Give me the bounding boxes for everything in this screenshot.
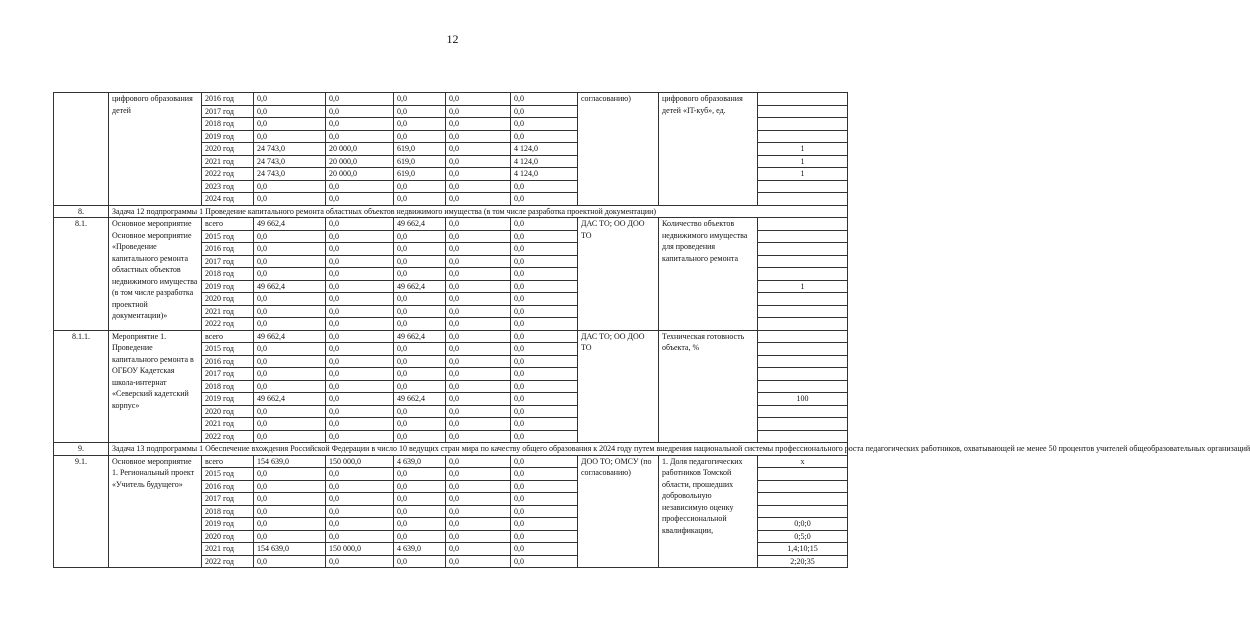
value-cell: 0,0 xyxy=(446,518,511,531)
value-cell: 0,0 xyxy=(511,305,578,318)
year-cell: 2017 год xyxy=(202,493,254,506)
activity-name: цифрового образования детей xyxy=(109,93,202,206)
table-row xyxy=(54,330,848,343)
row-number: 8.1. xyxy=(54,218,109,331)
value-cell: 0,0 xyxy=(511,355,578,368)
year-cell: 2021 год xyxy=(202,543,254,556)
value-cell: 0,0 xyxy=(511,280,578,293)
value-cell: 0,0 xyxy=(446,480,511,493)
value-cell: 0,0 xyxy=(394,430,446,443)
year-cell: всего xyxy=(202,455,254,468)
value-cell: 0,0 xyxy=(326,405,394,418)
year-cell: 2019 год xyxy=(202,518,254,531)
target-value-cell xyxy=(758,405,848,418)
value-cell: 0,0 xyxy=(511,93,578,106)
table-row xyxy=(54,218,848,231)
value-cell: 0,0 xyxy=(394,480,446,493)
activity-name: Мероприятие 1. Проведение капитального ремонта в ОГБОУ Кадетская школа-интернат «Северский кадетский корпус» xyxy=(109,330,202,443)
value-cell: 24 743,0 xyxy=(254,155,326,168)
year-cell: 2017 год xyxy=(202,255,254,268)
target-value-cell: 0;0;0 xyxy=(758,518,848,531)
value-cell: 154 639,0 xyxy=(254,455,326,468)
value-cell: 0,0 xyxy=(446,193,511,206)
value-cell: 0,0 xyxy=(394,380,446,393)
value-cell: 0,0 xyxy=(254,343,326,356)
value-cell: 0,0 xyxy=(254,243,326,256)
year-cell: 2020 год xyxy=(202,530,254,543)
value-cell: 0,0 xyxy=(326,555,394,568)
value-cell: 0,0 xyxy=(254,480,326,493)
year-cell: 2022 год xyxy=(202,168,254,181)
value-cell: 0,0 xyxy=(326,243,394,256)
executor-cell: ДАС ТО; ОО ДОО ТО xyxy=(578,218,659,331)
target-value-cell: 1 xyxy=(758,143,848,156)
value-cell: 0,0 xyxy=(511,105,578,118)
value-cell: 0,0 xyxy=(326,180,394,193)
target-value-cell xyxy=(758,468,848,481)
indicator-cell: Количество объектов недвижимого имущества для проведения капитального ремонта xyxy=(659,218,758,331)
value-cell: 0,0 xyxy=(326,430,394,443)
value-cell: 0,0 xyxy=(511,118,578,131)
value-cell: 0,0 xyxy=(511,130,578,143)
value-cell: 0,0 xyxy=(394,230,446,243)
executor-cell: ДОО ТО; ОМСУ (по согласованию) xyxy=(578,455,659,568)
value-cell: 24 743,0 xyxy=(254,168,326,181)
task-number: 9. xyxy=(54,443,109,456)
target-value-cell xyxy=(758,293,848,306)
value-cell: 0,0 xyxy=(254,430,326,443)
value-cell: 0,0 xyxy=(446,405,511,418)
value-cell: 0,0 xyxy=(511,555,578,568)
value-cell: 0,0 xyxy=(394,518,446,531)
value-cell: 0,0 xyxy=(446,293,511,306)
value-cell: 0,0 xyxy=(254,193,326,206)
value-cell: 0,0 xyxy=(511,418,578,431)
target-value-cell xyxy=(758,493,848,506)
year-cell: 2018 год xyxy=(202,380,254,393)
value-cell: 0,0 xyxy=(446,318,511,331)
value-cell: 150 000,0 xyxy=(326,543,394,556)
value-cell: 0,0 xyxy=(511,318,578,331)
value-cell: 0,0 xyxy=(254,318,326,331)
value-cell: 0,0 xyxy=(511,393,578,406)
value-cell: 20 000,0 xyxy=(326,155,394,168)
value-cell: 0,0 xyxy=(394,105,446,118)
year-cell: 2022 год xyxy=(202,318,254,331)
value-cell: 0,0 xyxy=(326,468,394,481)
year-cell: 2016 год xyxy=(202,480,254,493)
value-cell: 0,0 xyxy=(446,155,511,168)
target-value-cell xyxy=(758,218,848,231)
value-cell: 0,0 xyxy=(394,193,446,206)
target-value-cell xyxy=(758,118,848,131)
year-cell: 2020 год xyxy=(202,405,254,418)
value-cell: 0,0 xyxy=(511,543,578,556)
value-cell: 0,0 xyxy=(254,355,326,368)
value-cell: 0,0 xyxy=(446,468,511,481)
value-cell: 0,0 xyxy=(254,268,326,281)
value-cell: 0,0 xyxy=(394,530,446,543)
target-value-cell xyxy=(758,93,848,106)
value-cell: 0,0 xyxy=(254,555,326,568)
value-cell: 0,0 xyxy=(511,530,578,543)
value-cell: 0,0 xyxy=(446,355,511,368)
value-cell: 0,0 xyxy=(394,343,446,356)
indicator-cell: 1. Доля педагогических работников Томской области, прошедших добровольную независимую оценку профессиональной квалификации, xyxy=(659,455,758,568)
year-cell: 2015 год xyxy=(202,230,254,243)
value-cell: 0,0 xyxy=(446,180,511,193)
target-value-cell xyxy=(758,380,848,393)
value-cell: 0,0 xyxy=(446,368,511,381)
value-cell: 0,0 xyxy=(326,118,394,131)
value-cell: 0,0 xyxy=(446,268,511,281)
value-cell: 0,0 xyxy=(326,505,394,518)
value-cell: 0,0 xyxy=(254,530,326,543)
value-cell: 0,0 xyxy=(446,505,511,518)
value-cell: 0,0 xyxy=(326,318,394,331)
value-cell: 49 662,4 xyxy=(254,330,326,343)
value-cell: 0,0 xyxy=(511,380,578,393)
value-cell: 0,0 xyxy=(511,505,578,518)
value-cell: 0,0 xyxy=(326,330,394,343)
value-cell: 0,0 xyxy=(394,305,446,318)
value-cell: 0,0 xyxy=(511,368,578,381)
target-value-cell xyxy=(758,355,848,368)
value-cell: 0,0 xyxy=(394,355,446,368)
value-cell: 0,0 xyxy=(394,318,446,331)
target-value-cell xyxy=(758,430,848,443)
value-cell: 0,0 xyxy=(511,468,578,481)
value-cell: 0,0 xyxy=(326,130,394,143)
value-cell: 0,0 xyxy=(511,480,578,493)
year-cell: 2017 год xyxy=(202,368,254,381)
value-cell: 0,0 xyxy=(254,505,326,518)
value-cell: 0,0 xyxy=(394,255,446,268)
value-cell: 0,0 xyxy=(254,180,326,193)
value-cell: 0,0 xyxy=(394,555,446,568)
year-cell: 2024 год xyxy=(202,193,254,206)
value-cell: 0,0 xyxy=(446,305,511,318)
year-cell: 2019 год xyxy=(202,280,254,293)
year-cell: 2016 год xyxy=(202,243,254,256)
value-cell: 0,0 xyxy=(326,305,394,318)
value-cell: 0,0 xyxy=(326,193,394,206)
target-value-cell xyxy=(758,230,848,243)
value-cell: 0,0 xyxy=(511,455,578,468)
year-cell: 2021 год xyxy=(202,305,254,318)
value-cell: 0,0 xyxy=(446,530,511,543)
value-cell: 49 662,4 xyxy=(394,393,446,406)
row-number xyxy=(54,93,109,206)
program-table xyxy=(53,92,1250,568)
year-cell: 2020 год xyxy=(202,143,254,156)
value-cell: 0,0 xyxy=(446,218,511,231)
value-cell: 49 662,4 xyxy=(254,393,326,406)
year-cell: 2020 год xyxy=(202,293,254,306)
year-cell: 2019 год xyxy=(202,393,254,406)
activity-name: Основное мероприятие 1. Региональный проект «Учитель будущего» xyxy=(109,455,202,568)
value-cell: 0,0 xyxy=(326,343,394,356)
value-cell: 0,0 xyxy=(446,93,511,106)
target-value-cell xyxy=(758,330,848,343)
value-cell: 0,0 xyxy=(446,430,511,443)
value-cell: 0,0 xyxy=(326,368,394,381)
value-cell: 49 662,4 xyxy=(394,330,446,343)
value-cell: 49 662,4 xyxy=(254,280,326,293)
target-value-cell xyxy=(758,130,848,143)
value-cell: 0,0 xyxy=(254,118,326,131)
value-cell: 0,0 xyxy=(446,105,511,118)
year-cell: 2023 год xyxy=(202,180,254,193)
value-cell: 0,0 xyxy=(326,480,394,493)
row-number: 8.1.1. xyxy=(54,330,109,443)
value-cell: 150 000,0 xyxy=(326,455,394,468)
value-cell: 0,0 xyxy=(254,93,326,106)
target-value-cell: 1 xyxy=(758,168,848,181)
value-cell: 0,0 xyxy=(446,243,511,256)
value-cell: 4 124,0 xyxy=(511,143,578,156)
value-cell: 0,0 xyxy=(394,93,446,106)
value-cell: 619,0 xyxy=(394,168,446,181)
value-cell: 0,0 xyxy=(394,468,446,481)
year-cell: 2021 год xyxy=(202,418,254,431)
value-cell: 0,0 xyxy=(511,405,578,418)
year-cell: 2018 год xyxy=(202,118,254,131)
value-cell: 0,0 xyxy=(254,518,326,531)
target-value-cell xyxy=(758,243,848,256)
value-cell: 0,0 xyxy=(511,518,578,531)
value-cell: 0,0 xyxy=(446,418,511,431)
value-cell: 0,0 xyxy=(254,105,326,118)
value-cell: 0,0 xyxy=(446,343,511,356)
value-cell: 4 639,0 xyxy=(394,543,446,556)
task-text: Задача 13 подпрограммы 1 Обеспечение вхождения Российской Федерации в число 10 ведущих стран мира по качеству общего образования к 2024 году путем внедрения национальной системы профессионального роста педагогических работников, охватывающей не менее 50 процентов учителей общеобразовательных организаций xyxy=(109,443,848,456)
target-value-cell xyxy=(758,268,848,281)
activity-name: Основное мероприятие Основное мероприятие «Проведение капитального ремонта областных объектов недвижимого имущества (в том числе разработка проектной документации)» xyxy=(109,218,202,331)
value-cell: 0,0 xyxy=(254,255,326,268)
value-cell: 0,0 xyxy=(326,93,394,106)
executor-cell: ДАС ТО; ОО ДОО ТО xyxy=(578,330,659,443)
year-cell: 2017 год xyxy=(202,105,254,118)
value-cell: 0,0 xyxy=(446,543,511,556)
value-cell: 0,0 xyxy=(511,230,578,243)
value-cell: 0,0 xyxy=(326,105,394,118)
value-cell: 0,0 xyxy=(394,180,446,193)
target-value-cell: 1 xyxy=(758,280,848,293)
value-cell: 0,0 xyxy=(326,530,394,543)
value-cell: 20 000,0 xyxy=(326,143,394,156)
value-cell: 0,0 xyxy=(326,218,394,231)
value-cell: 0,0 xyxy=(326,418,394,431)
page-number: 12 xyxy=(446,32,459,46)
value-cell: 0,0 xyxy=(394,505,446,518)
value-cell: 0,0 xyxy=(511,343,578,356)
target-value-cell: x xyxy=(758,455,848,468)
value-cell: 0,0 xyxy=(326,255,394,268)
value-cell: 0,0 xyxy=(326,268,394,281)
year-cell: 2018 год xyxy=(202,505,254,518)
indicator-cell: цифрового образования детей «IT-куб», ед. xyxy=(659,93,758,206)
value-cell: 0,0 xyxy=(394,118,446,131)
value-cell: 0,0 xyxy=(394,493,446,506)
target-value-cell: 2;20;35 xyxy=(758,555,848,568)
value-cell: 0,0 xyxy=(254,305,326,318)
value-cell: 0,0 xyxy=(326,493,394,506)
task-number: 8. xyxy=(54,205,109,218)
value-cell: 0,0 xyxy=(511,268,578,281)
value-cell: 0,0 xyxy=(326,380,394,393)
value-cell: 0,0 xyxy=(254,130,326,143)
value-cell: 0,0 xyxy=(511,180,578,193)
table-row xyxy=(54,205,848,218)
year-cell: 2021 год xyxy=(202,155,254,168)
table-row xyxy=(54,443,848,456)
year-cell: всего xyxy=(202,218,254,231)
value-cell: 0,0 xyxy=(511,493,578,506)
value-cell: 0,0 xyxy=(446,455,511,468)
value-cell: 0,0 xyxy=(254,368,326,381)
value-cell: 0,0 xyxy=(254,493,326,506)
value-cell: 154 639,0 xyxy=(254,543,326,556)
target-value-cell xyxy=(758,180,848,193)
value-cell: 0,0 xyxy=(446,555,511,568)
value-cell: 0,0 xyxy=(326,293,394,306)
target-value-cell: 1,4;10;15 xyxy=(758,543,848,556)
table-row xyxy=(54,93,848,106)
value-cell: 49 662,4 xyxy=(254,218,326,231)
value-cell: 0,0 xyxy=(394,418,446,431)
value-cell: 0,0 xyxy=(394,268,446,281)
value-cell: 0,0 xyxy=(446,143,511,156)
executor-cell: согласованию) xyxy=(578,93,659,206)
value-cell: 0,0 xyxy=(254,405,326,418)
target-value-cell xyxy=(758,193,848,206)
value-cell: 0,0 xyxy=(446,380,511,393)
value-cell: 49 662,4 xyxy=(394,218,446,231)
value-cell: 0,0 xyxy=(254,418,326,431)
value-cell: 0,0 xyxy=(446,168,511,181)
row-number: 9.1. xyxy=(54,455,109,568)
target-value-cell xyxy=(758,105,848,118)
target-value-cell xyxy=(758,368,848,381)
value-cell: 0,0 xyxy=(446,280,511,293)
year-cell: всего xyxy=(202,330,254,343)
value-cell: 619,0 xyxy=(394,155,446,168)
year-cell: 2016 год xyxy=(202,93,254,106)
value-cell: 0,0 xyxy=(511,255,578,268)
value-cell: 0,0 xyxy=(254,230,326,243)
target-value-cell xyxy=(758,418,848,431)
value-cell: 0,0 xyxy=(446,393,511,406)
target-value-cell: 0;5;0 xyxy=(758,530,848,543)
value-cell: 0,0 xyxy=(446,230,511,243)
table-body xyxy=(54,93,1250,568)
value-cell: 0,0 xyxy=(326,230,394,243)
target-value-cell: 100 xyxy=(758,393,848,406)
target-value-cell: 1 xyxy=(758,155,848,168)
value-cell: 0,0 xyxy=(446,255,511,268)
value-cell: 0,0 xyxy=(446,130,511,143)
value-cell: 0,0 xyxy=(326,355,394,368)
value-cell: 0,0 xyxy=(394,368,446,381)
value-cell: 0,0 xyxy=(446,493,511,506)
task-text: Задача 12 подпрограммы 1 Проведение капитального ремонта областных объектов недвижимого имущества (в том числе разработка проектной документации) xyxy=(109,205,848,218)
value-cell: 0,0 xyxy=(511,293,578,306)
year-cell: 2015 год xyxy=(202,468,254,481)
value-cell: 0,0 xyxy=(446,118,511,131)
value-cell: 0,0 xyxy=(254,293,326,306)
year-cell: 2018 год xyxy=(202,268,254,281)
value-cell: 20 000,0 xyxy=(326,168,394,181)
target-value-cell xyxy=(758,255,848,268)
value-cell: 0,0 xyxy=(326,280,394,293)
value-cell: 0,0 xyxy=(511,430,578,443)
value-cell: 0,0 xyxy=(394,405,446,418)
value-cell: 0,0 xyxy=(394,243,446,256)
value-cell: 24 743,0 xyxy=(254,143,326,156)
year-cell: 2022 год xyxy=(202,430,254,443)
value-cell: 0,0 xyxy=(254,468,326,481)
year-cell: 2022 год xyxy=(202,555,254,568)
value-cell: 0,0 xyxy=(511,218,578,231)
value-cell: 4 124,0 xyxy=(511,155,578,168)
value-cell: 619,0 xyxy=(394,143,446,156)
table-row xyxy=(54,455,848,468)
value-cell: 0,0 xyxy=(254,380,326,393)
value-cell: 0,0 xyxy=(394,130,446,143)
value-cell: 0,0 xyxy=(446,330,511,343)
year-cell: 2016 год xyxy=(202,355,254,368)
target-value-cell xyxy=(758,318,848,331)
indicator-cell: Техническая готовность объекта, % xyxy=(659,330,758,443)
value-cell: 4 639,0 xyxy=(394,455,446,468)
value-cell: 0,0 xyxy=(511,330,578,343)
year-cell: 2015 год xyxy=(202,343,254,356)
year-cell: 2019 год xyxy=(202,130,254,143)
target-value-cell xyxy=(758,505,848,518)
value-cell: 49 662,4 xyxy=(394,280,446,293)
value-cell: 4 124,0 xyxy=(511,168,578,181)
target-value-cell xyxy=(758,343,848,356)
target-value-cell xyxy=(758,480,848,493)
value-cell: 0,0 xyxy=(326,393,394,406)
value-cell: 0,0 xyxy=(394,293,446,306)
value-cell: 0,0 xyxy=(511,243,578,256)
value-cell: 0,0 xyxy=(326,518,394,531)
target-value-cell xyxy=(758,305,848,318)
value-cell: 0,0 xyxy=(511,193,578,206)
